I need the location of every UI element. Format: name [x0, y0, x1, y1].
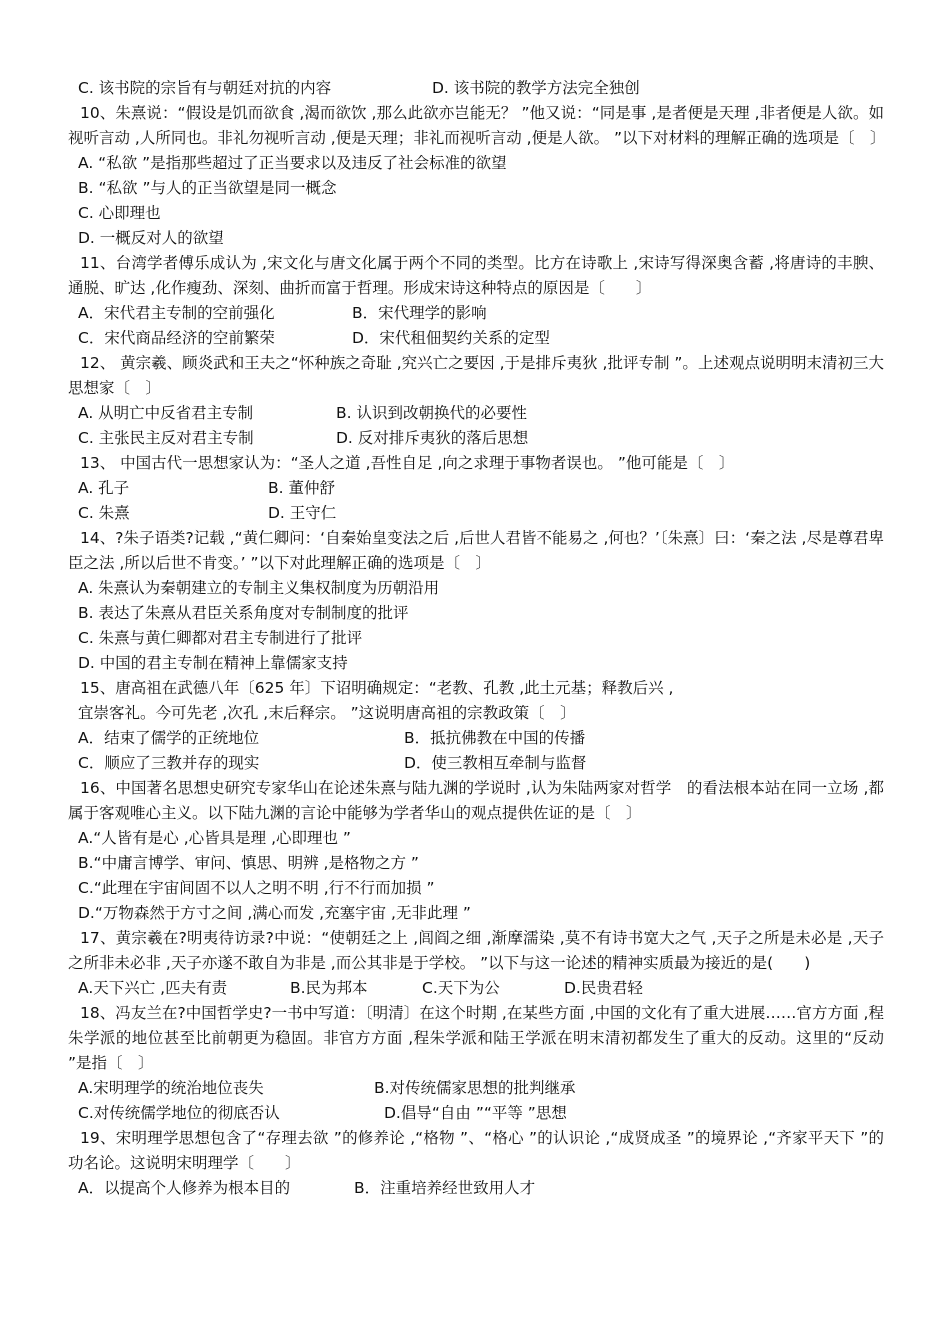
- question-15-line-2: 宜崇客礼。今可先老 ,次孔 ,末后释宗。 ”这说明唐高祖的宗教政策〔 〕: [78, 704, 576, 722]
- option-row: [68, 1101, 884, 1126]
- option-row: [68, 501, 884, 526]
- question-18-option-b: B.对传统儒家思想的批判继承: [374, 1079, 576, 1097]
- option-row: [68, 976, 884, 1001]
- question-12-option-c: C. 主张民主反对君主专制: [78, 429, 254, 447]
- option-row: [68, 1176, 884, 1201]
- question-15-option-a: A．结束了儒学的正统地位: [78, 729, 260, 747]
- option-row: [68, 401, 884, 426]
- question-12: 12、 黄宗羲、顾炎武和王夫之“怀种族之奇耻 ,究兴亡之要因 ,于是排斥夷狄 ,批评专制 ”。上述观点说明明末清初三大思想家〔 〕: [68, 354, 884, 397]
- question-19-option-a: A．以提高个人修养为根本目的: [78, 1179, 291, 1197]
- question-16: 16、中国著名思想史研究专家华山在论述朱熹与陆九渊的学说时 ,认为朱陆两家对哲学 的看法根本站在同一立场 ,都属于客观唯心主义。以下陆九渊的言论中能够为学者华山的观点提供佐证的是〔 〕: [68, 779, 884, 822]
- question-15-line-1: 15、唐高祖在武德八年〔625 年〕下诏明确规定：“老教、孔教 ,此土元基；释教后兴 ,: [80, 679, 674, 697]
- question-18: 18、冯友兰在?中国哲学史?一书中写道：〔明清〕在这个时期 ,在某些方面 ,中国的文化有了重大进展……官方方面 ,程朱学派的地位甚至比前朝更为稳固。非官方方面 ,程朱学派和陆王学派在明末清初都发生了重大的反动。这里的“反动 ”是指〔 〕: [68, 1004, 884, 1072]
- question-16-option-b: B.“中庸言博学、审问、慎思、明辨 ,是格物之方 ”: [78, 854, 419, 872]
- question-10-option-d: D. 一概反对人的欲望: [78, 229, 224, 247]
- question-17-option-d: D.民贵君轻: [564, 979, 643, 997]
- question-12-option-b: B. 认识到改朝换代的必要性: [336, 404, 527, 422]
- question-17-option-a: A.天下兴亡 ,匹夫有责: [78, 979, 228, 997]
- question-14-option-d: D. 中国的君主专制在精神上靠儒家支持: [78, 654, 348, 672]
- question-12-option-a: A. 从明亡中反省君主专制: [78, 404, 254, 422]
- option-row: [68, 76, 884, 101]
- question-15-option-c: C．顺应了三教并存的现实: [78, 754, 260, 772]
- question-14-option-b: B. 表达了朱熹从君臣关系角度对专制制度的批评: [78, 604, 409, 622]
- question-13-option-c: C. 朱熹: [78, 504, 130, 522]
- question-11-option-d: D．宋代租佃契约关系的定型: [352, 329, 550, 347]
- question-16-option-a: A.“人皆有是心 ,心皆具是理 ,心即理也 ”: [78, 829, 351, 847]
- question-13-option-d: D. 王守仁: [268, 504, 337, 522]
- question-11-option-c: C．宋代商品经济的空前繁荣: [78, 329, 275, 347]
- option-row: [68, 751, 884, 776]
- question-13-option-a: A. 孔子: [78, 479, 130, 497]
- question-14-option-c: C. 朱熹与黄仁卿都对君主专制进行了批评: [78, 629, 363, 647]
- question-10-option-c: C. 心即理也: [78, 204, 161, 222]
- question-12-option-d: D. 反对排斥夷狄的落后思想: [336, 429, 529, 447]
- question-19-option-b: B．注重培养经世致用人才: [354, 1179, 536, 1197]
- option-row: [68, 726, 884, 751]
- question-18-option-d: D.倡导“自由 ”“平等 ”思想: [384, 1104, 567, 1122]
- question-17-option-c: C.天下为公: [422, 979, 500, 997]
- question-16-option-d: D.“万物森然于方寸之间 ,满心而发 ,充塞宇宙 ,无非此理 ”: [78, 904, 471, 922]
- option-c: C. 该书院的宗旨有与朝廷对抗的内容: [78, 79, 332, 97]
- question-16-option-c: C.“此理在宇宙间固不以人之明不明 ,行不行而加损 ”: [78, 879, 435, 897]
- question-18-option-a: A.宋明理学的统治地位丧失: [78, 1079, 264, 1097]
- option-row: [68, 326, 884, 351]
- question-10: 10、朱熹说：“假设是饥而欲食 ,渴而欲饮 ,那么此欲亦岂能无？ ”他又说：“同是事 ,是者便是天理 ,非者便是人欲。如视听言动 ,人所同也。非礼勿视听言动 ,便是天理；非礼而视听言动 ,便是人欲。 ”以下对材料的理解正确的选项是〔 〕: [68, 104, 886, 147]
- question-10-option-b: B. “私欲 ”与人的正当欲望是同一概念: [78, 179, 337, 197]
- question-15-option-d: D．使三教相互牵制与监督: [404, 754, 587, 772]
- question-17: 17、黄宗羲在?明夷待访录?中说：“使朝廷之上 ,闾阎之细 ,渐摩濡染 ,莫不有诗书宽大之气 ,天子之所是未必是 ,天子之所非未必非 ,天子亦遂不敢自为非是 ,而公其非是于学校。 ”以下与这一论述的精神实质最为接近的是( ): [68, 929, 884, 972]
- question-11: 11、台湾学者傅乐成认为 ,宋文化与唐文化属于两个不同的类型。比方在诗歌上 ,宋诗写得深奥含蓄 ,将唐诗的丰腴、通脱、旷达 ,化作瘦劲、深刻、曲折而富于哲理。形成宋诗这种特点的原因是〔 〕: [68, 254, 884, 297]
- option-row: [68, 476, 884, 501]
- question-list: [68, 76, 884, 1201]
- option-row: [68, 301, 884, 326]
- question-14-option-a: A. 朱熹认为秦朝建立的专制主义集权制度为历朝沿用: [78, 579, 440, 597]
- question-11-option-b: B．宋代理学的影响: [352, 304, 487, 322]
- question-13-option-b: B. 董仲舒: [268, 479, 335, 497]
- question-19: 19、宋明理学思想包含了“存理去欲 ”的修养论 ,“格物 ”、“格心 ”的认识论 ,“成贤成圣 ”的境界论 ,“齐家平天下 ”的功名论。这说明宋明理学〔 〕: [68, 1129, 884, 1172]
- question-14: 14、?朱子语类?记载 ,“黄仁卿问：‘自秦始皇变法之后 ,后世人君皆不能易之 ,何也？’〔朱熹〕曰：‘秦之法 ,尽是尊君卑臣之法 ,所以后世不肯变。’ ”以下对此理解正确的选项是〔 〕: [68, 529, 884, 572]
- option-row: [68, 426, 884, 451]
- question-18-option-c: C.对传统儒学地位的彻底否认: [78, 1104, 280, 1122]
- question-10-option-a: A. “私欲 ”是指那些超过了正当要求以及违反了社会标准的欲望: [78, 154, 507, 172]
- question-13: 13、 中国古代一思想家认为：“圣人之道 ,吾性自足 ,向之求理于事物者误也。 ”他可能是〔 〕: [80, 454, 735, 472]
- option-d: D. 该书院的教学方法完全独创: [432, 79, 640, 97]
- question-15-option-b: B．抵抗佛教在中国的传播: [404, 729, 586, 747]
- question-11-option-a: A．宋代君主专制的空前强化: [78, 304, 275, 322]
- option-row: [68, 1076, 884, 1101]
- question-17-option-b: B.民为邦本: [290, 979, 368, 997]
